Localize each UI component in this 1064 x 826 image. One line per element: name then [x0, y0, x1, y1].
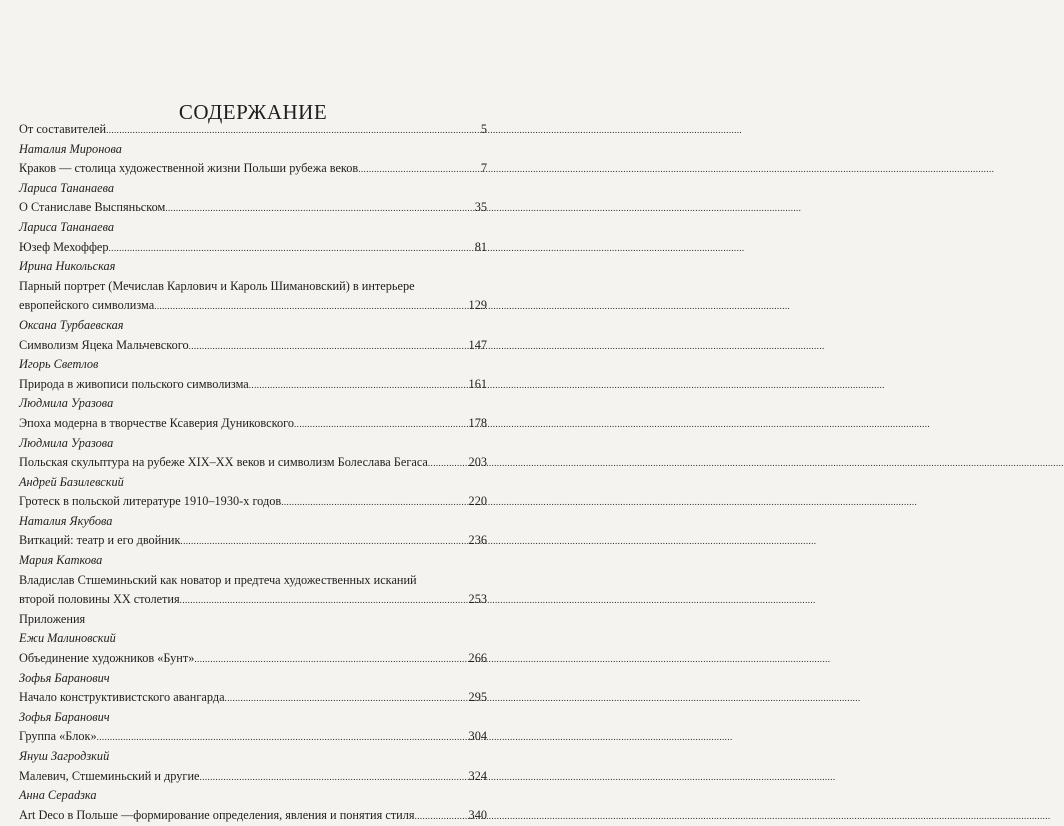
toc-entry [19, 708, 487, 747]
toc-entry [19, 179, 487, 218]
dot-leader [154, 297, 468, 317]
page-title: СОДЕРЖАНИЕ [178, 100, 328, 124]
toc-title-row[interactable] [19, 727, 487, 747]
toc-entry [19, 355, 487, 394]
dot-leader [428, 454, 469, 474]
toc-author: Зофья Баранович [19, 670, 110, 685]
dot-leader [189, 337, 469, 357]
dot-leader [281, 493, 468, 513]
toc-title-line: Парный портрет (Мечислав Карлович и Кароль Шимановский) в интерьере [19, 278, 415, 293]
toc-title-row[interactable] [19, 159, 487, 179]
toc-entry [19, 669, 487, 708]
page-number: 253 [468, 592, 487, 607]
page-number: 147 [468, 337, 487, 352]
dot-leader [194, 650, 468, 670]
toc-title-row[interactable] [19, 492, 487, 512]
toc-title: Начало конструктивистского авангарда [19, 690, 225, 705]
toc-title: Символизм Яцека Мальчевского [19, 337, 189, 352]
page-number: 203 [468, 455, 487, 470]
toc-title-row[interactable] [19, 375, 487, 395]
toc-author: Людмила Уразова [19, 396, 114, 411]
toc-title-row[interactable] [19, 120, 487, 140]
toc-entry [19, 434, 487, 473]
toc-title-row[interactable] [19, 806, 487, 826]
toc-entry [19, 140, 487, 179]
table-of-contents [19, 120, 487, 825]
page-number: 5 [480, 122, 487, 136]
toc-author: Андрей Базилевский [19, 474, 124, 489]
toc-title-row[interactable] [19, 453, 487, 473]
page-number: 129 [468, 298, 487, 313]
toc-title: Эпоха модерна в творчестве Ксаверия Дуниковского [19, 415, 295, 430]
page-number: 236 [468, 533, 487, 548]
toc-title-row[interactable] [19, 531, 487, 551]
dot-leader [165, 199, 474, 219]
toc-title: Гротеск в польской литературе 1910–1930-х годов [19, 494, 282, 509]
toc-author: Лариса Тананаева [19, 180, 115, 195]
toc-title-row[interactable] [19, 336, 487, 356]
toc-title: О Станиславе Выспяньском [19, 200, 166, 215]
dot-leader [180, 591, 469, 611]
toc-title: Юзеф Мехоффер [19, 239, 109, 254]
dot-leader [358, 160, 481, 180]
toc-entry [19, 629, 487, 668]
page-number: 161 [468, 376, 487, 391]
dot-leader [294, 415, 469, 435]
toc-entry [19, 394, 487, 433]
toc-title: Виткаций: театр и его двойник [19, 533, 181, 548]
toc-title-row[interactable] [19, 590, 487, 610]
toc-title: Польская скульптура на рубеже XIX–XX веков и символизм Болеслава Бегаса [19, 455, 428, 470]
toc-author: Наталия Якубова [19, 513, 113, 528]
toc-entry [19, 120, 487, 140]
toc-title: От составителей [19, 122, 107, 136]
toc-author: Анна Сераdзка [19, 788, 97, 803]
toc-title: Краков — столица художественной жизни Польши рубежа веков [19, 161, 359, 176]
dot-leader [109, 239, 475, 259]
page-number: 295 [468, 690, 487, 705]
toc-author: Лариса Тананаева [19, 219, 115, 234]
page-number: 220 [468, 494, 487, 509]
toc-author: Януш Загродзкий [19, 749, 110, 763]
toc-title: второй половины ХХ столетия [19, 592, 180, 607]
toc-title: европейского символизма [19, 298, 155, 313]
dot-leader [97, 728, 469, 748]
toc-entry [19, 316, 487, 355]
toc-title: Art Deco в Польше —формирование определения, явления и понятия стиля [19, 807, 415, 822]
toc-entry [19, 551, 487, 610]
toc-title-row[interactable] [19, 238, 487, 258]
toc-title: Группа «Блок» [19, 729, 97, 744]
toc-title-row[interactable] [19, 767, 487, 787]
toc-author: Наталия Миронова [19, 141, 122, 156]
toc-title: Объединение художников «Бунт» [19, 651, 195, 666]
toc-title-row[interactable] [19, 198, 487, 218]
toc-author: Зофья Баранович [19, 709, 110, 724]
toc-title-row[interactable] [19, 414, 487, 434]
toc-entry [19, 747, 487, 786]
dot-leader [225, 689, 469, 709]
toc-title: Природа в живописи польского символизма [19, 376, 249, 391]
toc-title-line: Владислав Стшеминьский как новатор и предтеча художественных исканий [19, 572, 417, 587]
page-number: 81 [474, 239, 487, 254]
page-number: 266 [468, 651, 487, 666]
toc-title-row[interactable] [19, 688, 487, 708]
toc-entry [19, 610, 487, 630]
dot-leader [200, 768, 469, 788]
toc-entry [19, 512, 487, 551]
page-number: 7 [480, 161, 487, 176]
dot-leader [249, 376, 469, 396]
toc-author: Оксана Турбаевская [19, 317, 124, 332]
page-number: 340 [468, 807, 487, 822]
toc-author: Мария Каткова [19, 553, 103, 568]
page-number: 324 [468, 768, 487, 783]
toc-author: Игорь Светлов [19, 357, 99, 372]
toc-author: Людмила Уразова [19, 435, 114, 450]
toc-entry [19, 257, 487, 316]
toc-author: Ежи Малиновский [19, 631, 116, 646]
toc-title-row[interactable] [19, 649, 487, 669]
dot-leader [415, 807, 469, 826]
toc-entry [19, 786, 487, 825]
toc-author: Ирина Никольская [19, 259, 116, 274]
dot-leader [106, 121, 481, 141]
toc-title-line: Приложения [19, 611, 86, 626]
toc-title: Малевич, Стшеминьский и другие [19, 768, 200, 783]
page-number: 304 [468, 729, 487, 744]
page-number: 35 [474, 200, 487, 215]
toc-entry [19, 218, 487, 257]
toc-title-row[interactable] [19, 296, 487, 316]
dot-leader [180, 532, 468, 552]
toc-entry [19, 473, 487, 512]
page-number: 178 [468, 415, 487, 430]
